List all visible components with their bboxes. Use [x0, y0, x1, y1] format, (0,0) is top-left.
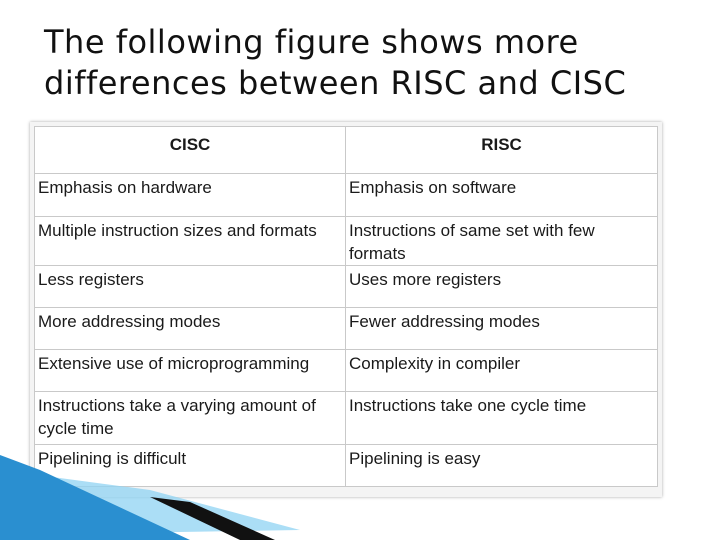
header-risc: RISC: [346, 127, 658, 174]
slide-title-line-2: differences between RISC and CISC: [44, 64, 627, 102]
risc-cell: Pipelining is easy: [346, 445, 658, 487]
risc-cell: Instructions take one cycle time: [346, 392, 658, 445]
cisc-cell: Pipelining is difficult: [35, 445, 346, 487]
slide-title-line-1: The following figure shows more: [44, 23, 579, 61]
cisc-cell: Emphasis on hardware: [35, 174, 346, 217]
risc-cell: Instructions of same set with few formats: [346, 217, 658, 266]
risc-cell: Fewer addressing modes: [346, 308, 658, 350]
cisc-cell: Extensive use of microprogramming: [35, 350, 346, 392]
risc-cell: Emphasis on software: [346, 174, 658, 217]
risc-cell: Complexity in compiler: [346, 350, 658, 392]
cisc-cell: More addressing modes: [35, 308, 346, 350]
cisc-cell: Multiple instruction sizes and formats: [35, 217, 346, 266]
cisc-cell: Less registers: [35, 266, 346, 308]
header-cisc: CISC: [35, 127, 346, 174]
risc-cell: Uses more registers: [346, 266, 658, 308]
cisc-cell: Instructions take a varying amount of cycle time: [35, 392, 346, 445]
